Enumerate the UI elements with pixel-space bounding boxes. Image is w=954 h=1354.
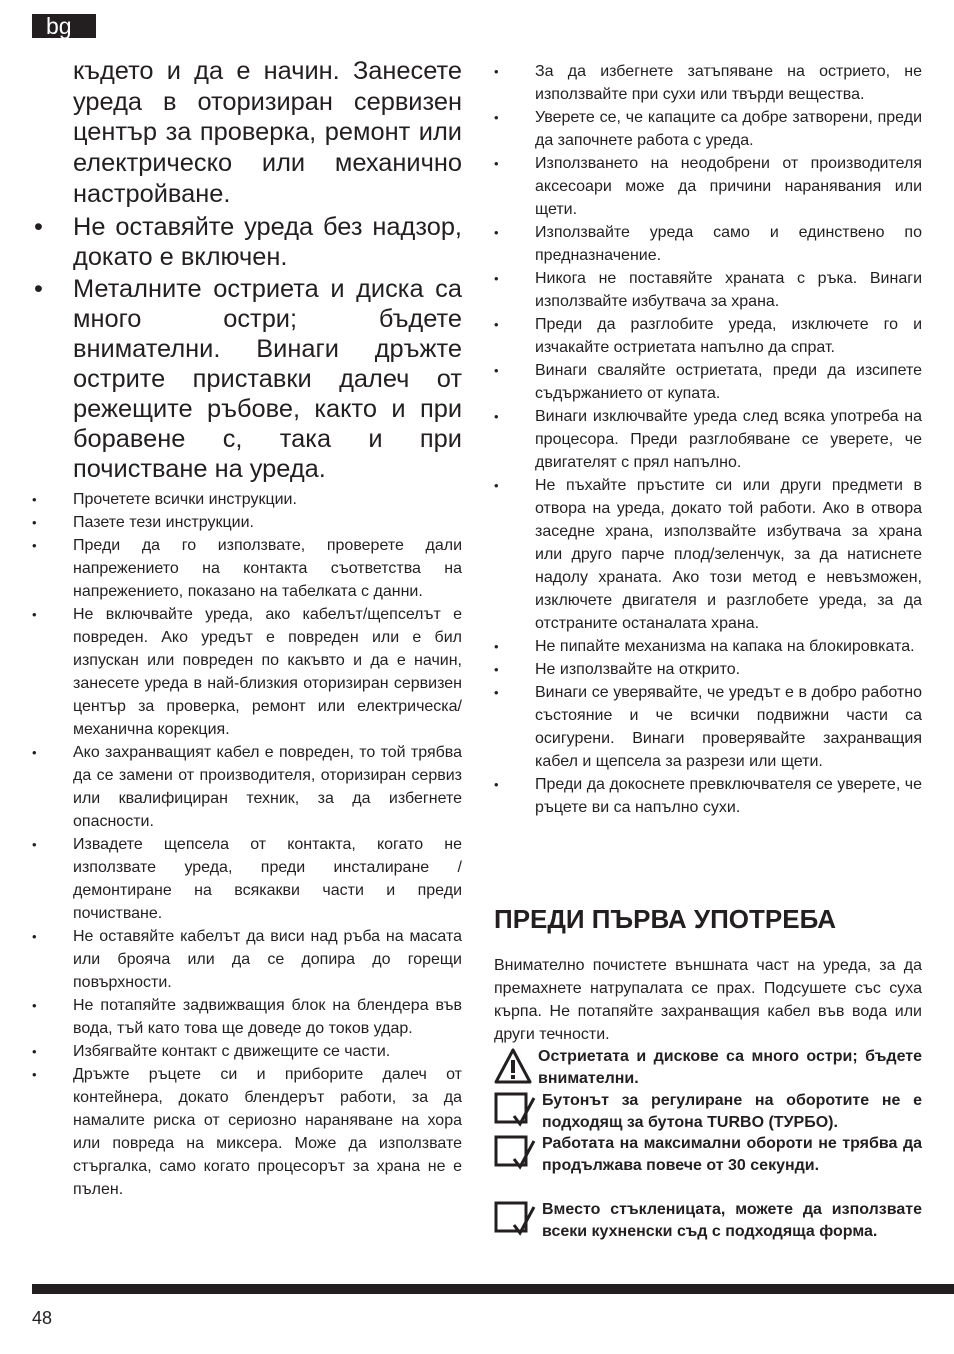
bullet-item: • Уверете се, че капаците са добре затворени, преди да започнете работа с уреда. xyxy=(494,106,922,152)
bullet-item: • Никога не поставяйте храната с ръка. Винаги използвайте избутвача за храна. xyxy=(494,267,922,313)
note-item xyxy=(494,1199,922,1244)
note-text: Вместо стъкленицата, можете да използвате всеки кухненски съд с подходяща форма. xyxy=(542,1201,922,1240)
bullet-item: • Не пипайте механизма на капака на блокировката. xyxy=(494,635,922,658)
checkbox-note-icon xyxy=(494,1201,536,1244)
checkbox-note-icon xyxy=(494,1092,536,1135)
bullet-item: • Винаги се уверявайте, че уредът е в добро работно състояние и че всички подвижни части са осигурени. Винаги проверявайте захранващия кабел и щепсела за разрези или щети. xyxy=(494,681,922,773)
bullet-item: • Преди да докоснете превключвателя се уверете, че ръцете ви са напълно сухи. xyxy=(494,773,922,819)
bullet-item: • Прочетете всички инструкции. xyxy=(32,488,462,511)
bullet-item: • Дръжте ръцете си и приборите далеч от контейнера, докато блендерът работи, за да намалите риска от сериозно нараняване на хора или повреда на миксера. Може да използвате стъргалка, само когато процесорът за храна не е пълен. xyxy=(32,1063,462,1201)
language-tag: bg xyxy=(32,14,96,38)
bullet-item: • Избягвайте контакт с движещите се части. xyxy=(32,1040,462,1063)
note-text: Работата на максимални обороти не трябва да продължава повече от 30 секунди. xyxy=(542,1135,922,1174)
bullet-item: • Не оставяйте кабелът да виси над ръба на масата или брояча или да се допира до горещи повърхности. xyxy=(32,925,462,994)
bullet-item: • Пазете тези инструкции. xyxy=(32,511,462,534)
footer-rule xyxy=(32,1284,954,1294)
note-text: Бутонът за регулиране на оборотите не е подходящ за бутона TURBO (ТУРБО). xyxy=(542,1092,922,1131)
bullet-item: • Ако захранващият кабел е повреден, то той трябва да се замени от производителя, оторизиран сервиз или квалифициран техник, за да избегнете опасности. xyxy=(32,741,462,833)
bullet-item: • Не потапяйте задвижващия блок на блендера във вода, тъй като това ще доведе до токов удар. xyxy=(32,994,462,1040)
note-item xyxy=(494,1133,922,1178)
bullet-item: • Винаги сваляйте остриетата, преди да изсипете съдържанието от купата. xyxy=(494,359,922,405)
note-item xyxy=(494,1090,922,1135)
bullet-item: • За да избегнете затъпяване на острието, не използвайте при сухи или твърди вещества. xyxy=(494,60,922,106)
intro-continuation: където и да е начин. Занесете уреда в оторизиран сервизен център за проверка, ремонт или електрическо или механично настройване. xyxy=(73,57,462,208)
bullet-item: • Не включвайте уреда, ако кабелът/щепселът е повреден. Ако уредът е повреден или е бил изпускан или повреден по какъвто и да е начин, занесете уреда в най-близкия оторизиран сервизен център за проверка, ремонт или електрическа/механична корекция. xyxy=(32,603,462,741)
bullet-item: • Преди да го използвате, проверете дали напрежението на контакта съответства на напрежението, показано на табелката с данни. xyxy=(32,534,462,603)
big-bullet-item: • Металните остриета и диска са много остри; бъдете внимателни. Винаги дръжте острите приставки далеч от режещите ръбове, както и при боравене с, така и при почистване на уреда. xyxy=(32,274,462,484)
bullet-item: • Извадете щепсела от контакта, когато не използвате уреда, преди инсталиране / демонтиране на всякакви части и преди почистване. xyxy=(32,833,462,925)
bullet-item: • Не пъхайте пръстите си или други предмети в отвора на уреда, докато той работи. Ако в отвора заседне храна, използвайте избутвача за храна или друго парче плод/зеленчук, за да натиснете надолу храната. Ако този метод е невъзможен, изключете двигателя и разглобете уреда, за да отстраните останалата храна. xyxy=(494,474,922,635)
checkbox-note-icon xyxy=(494,1135,536,1178)
intro-paragraph: Внимателно почистете външната част на уреда, за да премахнете натрупалата се прах. Подсушете със суха кърпа. Не потапяйте захранващия кабел във вода или други течности. xyxy=(494,957,922,1043)
big-bullet-item: • Не оставяйте уреда без надзор, докато е включен. xyxy=(32,212,462,272)
warning-triangle-icon xyxy=(494,1048,532,1091)
page-number: 48 xyxy=(32,1308,53,1328)
bullet-item: • Винаги изключвайте уреда след всяка употреба на процесора. Преди разглобяване се уверете, че двигателят с прял напълно. xyxy=(494,405,922,474)
bullet-item: • Използвайте уреда само и единствено по предназначение. xyxy=(494,221,922,267)
section-title: ПРЕДИ ПЪРВА УПОТРЕБА xyxy=(494,904,837,934)
note-warning xyxy=(494,1046,922,1091)
left-column xyxy=(32,56,462,1201)
bullet-item: • Преди да разглобите уреда, изключете го и изчакайте остриетата напълно да спрат. xyxy=(494,313,922,359)
note-text: Остриетата и дискове са много остри; бъдете внимателни. xyxy=(538,1048,922,1087)
right-column xyxy=(494,60,922,819)
bullet-item: • Не използвайте на открито. xyxy=(494,658,922,681)
bullet-item: • Използването на неодобрени от производителя аксесоари може да причини наранявания или щети. xyxy=(494,152,922,221)
